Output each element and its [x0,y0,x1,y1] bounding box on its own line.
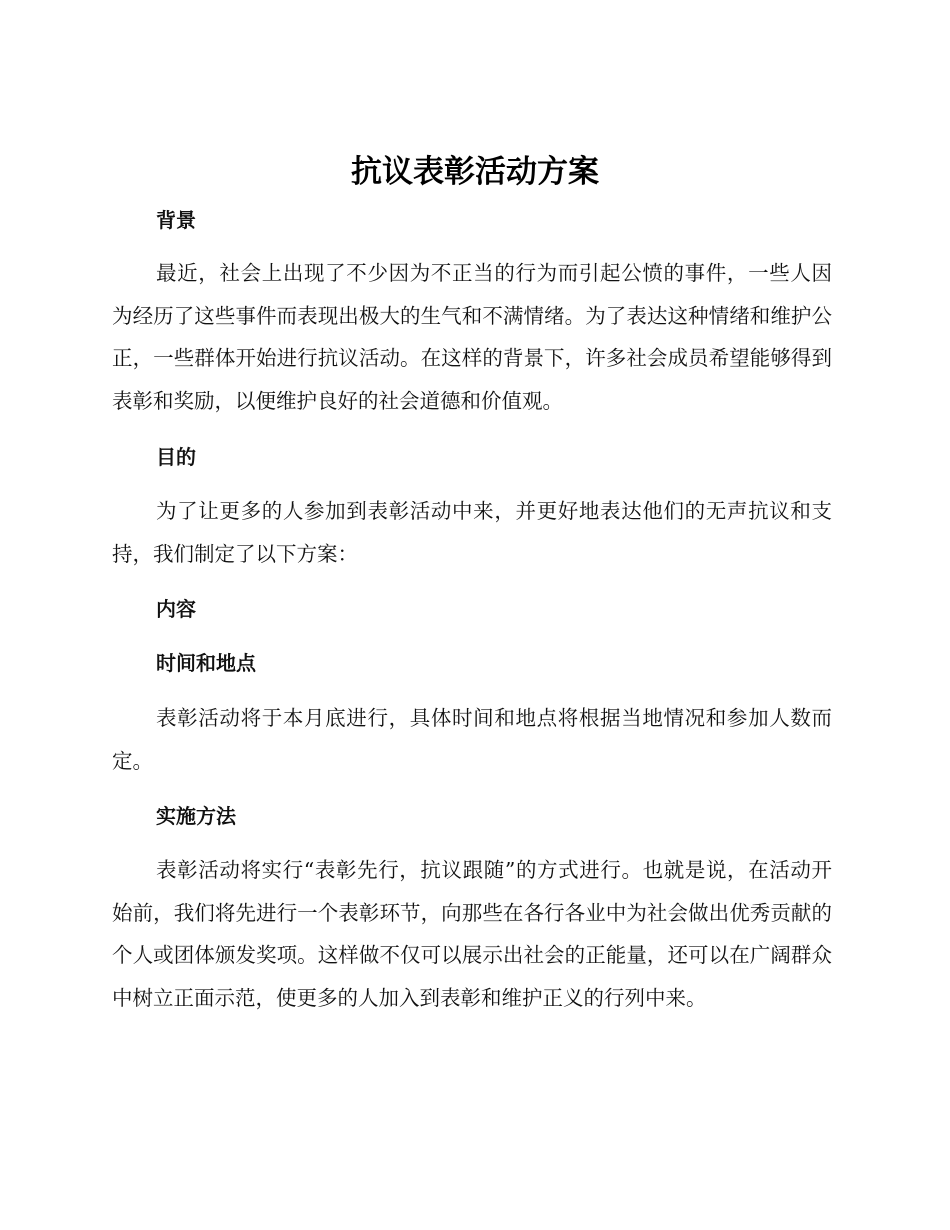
section-heading-purpose: 目的 [156,445,196,469]
section-paragraph-purpose: 为了让更多的人参加到表彰活动中来，并更好地表达他们的无声抗议和支持，我们制定了以下方案： [112,499,832,566]
document-title: 抗议表彰活动方案 [351,154,599,190]
section-paragraph-method: 表彰活动将实行“表彰先行，抗议跟随”的方式进行。也就是说，在活动开始前，我们将先进行一个表彰环节，向那些在各行各业中为社会做出优秀贡献的个人或团体颁发奖项。这样做不仅可以展示出社会的正能量，还可以在广阔群众中树立正面示范，使更多的人加入到表彰和维护正义的行列中来。 [112,858,832,1010]
section-paragraph-time-place: 表彰活动将于本月底进行，具体时间和地点将根据当地情况和参加人数而定。 [112,706,832,773]
section-paragraph-background: 最近，社会上出现了不少因为不正当的行为而引起公愤的事件，一些人因为经历了这些事件而表现出极大的生气和不满情绪。为了表达这种情绪和维护公正，一些群体开始进行抗议活动。在这样的背景下，许多社会成员希望能够得到表彰和奖励，以便维护良好的社会道德和价值观。 [112,261,832,413]
section-heading-time-place: 时间和地点 [156,651,256,675]
section-heading-background: 背景 [156,208,196,232]
section-heading-method: 实施方法 [156,804,236,828]
section-heading-content: 内容 [156,597,196,621]
